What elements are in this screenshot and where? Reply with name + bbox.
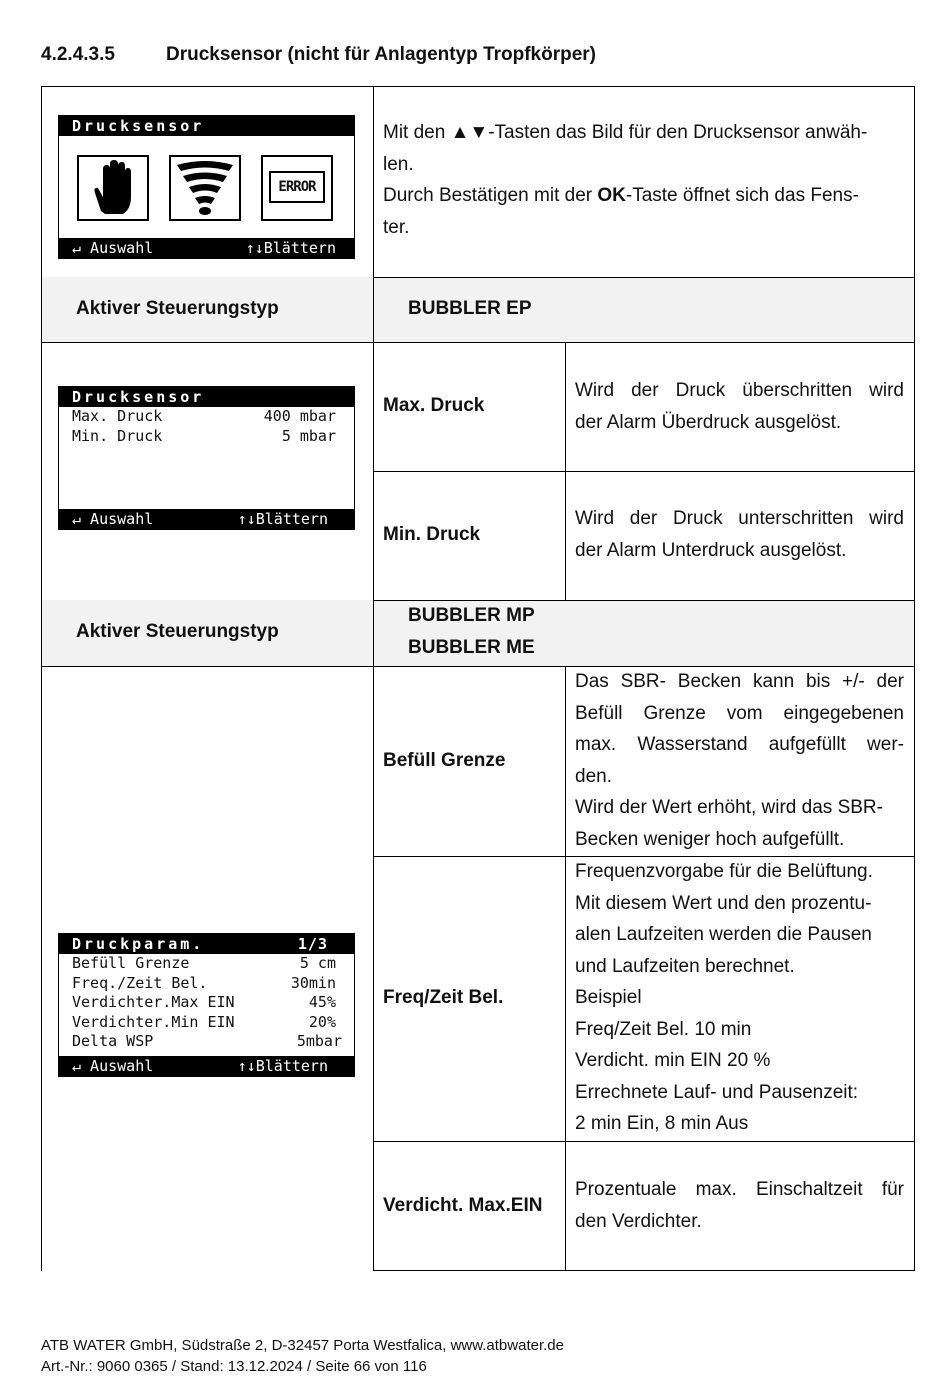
intro-line: len. bbox=[383, 153, 414, 175]
company-footer: ATB WATER GmbH, Südstraße 2, D-32457 Porta Westfalica, www.atbwater.de bbox=[41, 1337, 564, 1354]
desc-line: Prozentuale max. Einschaltzeit für bbox=[575, 1179, 904, 1200]
footer-scroll-hint: ↑↓Blättern bbox=[237, 510, 328, 528]
desc-line: Mit diesem Wert und den prozentu- bbox=[575, 892, 872, 914]
footer-scroll-hint: ↑↓Blättern bbox=[245, 239, 336, 257]
table-border bbox=[41, 86, 42, 1271]
desc-line: Verdicht. min EIN 20 % bbox=[575, 1050, 771, 1071]
desc-line: Freq/Zeit Bel. 10 min bbox=[575, 1018, 752, 1040]
row-value: 5 cm bbox=[299, 954, 336, 972]
desc-line: Wird der Druck überschritten wird bbox=[575, 380, 904, 401]
param-name: Max. Druck bbox=[383, 395, 485, 416]
screen-row[interactable] bbox=[59, 974, 354, 994]
desc-line: den. bbox=[575, 765, 612, 787]
row-value: 5mbar bbox=[296, 1032, 342, 1050]
desc-line: alen Laufzeiten werden die Pausen bbox=[575, 924, 872, 945]
intro-line: ter. bbox=[383, 216, 410, 238]
desc-line: Errechnete Lauf- und Pausenzeit: bbox=[575, 1081, 859, 1103]
screen-footer bbox=[59, 509, 354, 529]
table-border bbox=[373, 277, 915, 278]
param-name: Befüll Grenze bbox=[383, 750, 506, 771]
screen-row[interactable] bbox=[59, 407, 354, 427]
desc-line: Becken weniger hoch aufgefüllt. bbox=[575, 828, 845, 850]
screen-row[interactable] bbox=[59, 1032, 354, 1052]
document-info-footer: Art.-Nr.: 9060 0365 / Stand: 13.12.2024 / Seite 66 von 116 bbox=[41, 1358, 427, 1375]
row-label: Verdichter.Max EIN bbox=[72, 993, 235, 1011]
table-border bbox=[565, 666, 566, 1271]
control-type-value: BUBBLER MP bbox=[408, 605, 535, 626]
intro-text-part: Durch Bestätigen mit der bbox=[383, 185, 598, 206]
param-name: Verdicht. Max.EIN bbox=[383, 1195, 543, 1216]
footer-select-hint: ↵ Auswahl bbox=[72, 510, 154, 528]
screen-row[interactable] bbox=[59, 427, 354, 447]
desc-line: Wird der Wert erhöht, wird das SBR- bbox=[575, 797, 883, 818]
footer-select-hint: ↵ Auswahl bbox=[72, 1057, 154, 1075]
row-value: 5 mbar bbox=[281, 426, 336, 445]
footer-scroll-hint: ↑↓Blättern bbox=[237, 1057, 328, 1075]
screen-row[interactable] bbox=[59, 1013, 354, 1033]
footer-select-hint: ↵ Auswahl bbox=[72, 239, 154, 257]
table-border bbox=[914, 86, 915, 1271]
control-type-values bbox=[408, 600, 535, 663]
desc-line: Frequenzvorgabe für die Belüftung. bbox=[575, 861, 873, 882]
table-border bbox=[373, 1270, 915, 1271]
section-title: Drucksensor (nicht für Anlagentyp Tropfkörper) bbox=[166, 44, 597, 65]
control-type-label: Aktiver Steuerungstyp bbox=[76, 621, 279, 642]
desc-line: und Laufzeiten berechnet. bbox=[575, 955, 795, 977]
drucksensor-menu-screen bbox=[58, 115, 355, 259]
druckparam-screen bbox=[58, 933, 355, 1077]
param-description bbox=[575, 375, 904, 438]
stop-hand-icon[interactable] bbox=[77, 155, 149, 221]
intro-text bbox=[383, 117, 905, 243]
desc-line: Wird der Druck unterschritten wird bbox=[575, 508, 904, 529]
row-value: 400 mbar bbox=[263, 407, 336, 425]
intro-text-part: -Taste öffnet sich das Fens- bbox=[625, 185, 859, 206]
row-label: Befüll Grenze bbox=[72, 954, 190, 972]
table-border bbox=[41, 342, 915, 343]
error-label: ERROR bbox=[269, 171, 325, 203]
control-type-value: BUBBLER ME bbox=[408, 636, 535, 658]
table-border bbox=[373, 86, 374, 1271]
row-label: Freq./Zeit Bel. bbox=[72, 973, 208, 992]
param-name: Min. Druck bbox=[383, 524, 481, 545]
row-value: 20% bbox=[308, 1012, 336, 1031]
screen-title-bar bbox=[59, 934, 354, 954]
error-icon[interactable] bbox=[261, 155, 333, 221]
screen-footer bbox=[59, 1056, 354, 1076]
desc-line: max. Wasserstand aufgefüllt wer- bbox=[575, 734, 904, 755]
control-type-label: Aktiver Steuerungstyp bbox=[76, 298, 279, 319]
screen-title: Druckparam. bbox=[72, 935, 205, 953]
screen-title: Drucksensor bbox=[59, 116, 354, 136]
intro-line bbox=[383, 180, 905, 212]
row-value: 30min bbox=[290, 973, 336, 992]
desc-line: Befüll Grenze vom eingegebenen bbox=[575, 702, 904, 724]
desc-line: Beispiel bbox=[575, 987, 642, 1008]
row-label: Min. Druck bbox=[72, 426, 163, 445]
drucksensor-values-screen bbox=[58, 386, 355, 530]
desc-line: den Verdichter. bbox=[575, 1210, 702, 1232]
table-border bbox=[373, 1141, 915, 1142]
screen-row[interactable] bbox=[59, 954, 354, 974]
section-number: 4.2.4.3.5 bbox=[41, 44, 115, 65]
table-border bbox=[41, 86, 915, 87]
desc-line: Das SBR- Becken kann bis +/- der bbox=[575, 671, 904, 692]
row-label: Delta WSP bbox=[72, 1032, 154, 1050]
param-description bbox=[575, 666, 904, 855]
screen-title: Drucksensor bbox=[59, 387, 354, 407]
screen-row[interactable] bbox=[59, 993, 354, 1013]
desc-line: der Alarm Überdruck ausgelöst. bbox=[575, 411, 842, 433]
param-name: Freq/Zeit Bel. bbox=[383, 987, 504, 1008]
pressure-wave-icon[interactable] bbox=[169, 155, 241, 221]
ok-key-label: OK bbox=[597, 185, 626, 206]
param-description bbox=[575, 1174, 904, 1237]
intro-line: Mit den ▲▼-Tasten das Bild für den Drucksensor anwäh- bbox=[383, 122, 868, 143]
desc-line: 2 min Ein, 8 min Aus bbox=[575, 1113, 749, 1134]
section-heading bbox=[41, 44, 596, 66]
screen-footer bbox=[59, 238, 354, 258]
control-type-value: BUBBLER EP bbox=[408, 298, 532, 319]
page-indicator: 1/3 bbox=[297, 935, 328, 953]
row-label: Verdichter.Min EIN bbox=[72, 1012, 235, 1031]
row-label: Max. Druck bbox=[72, 407, 163, 425]
table-border bbox=[373, 471, 915, 472]
row-value: 45% bbox=[308, 993, 336, 1011]
desc-line: der Alarm Unterdruck ausgelöst. bbox=[575, 539, 847, 561]
param-description bbox=[575, 503, 904, 566]
param-description bbox=[575, 856, 904, 1140]
